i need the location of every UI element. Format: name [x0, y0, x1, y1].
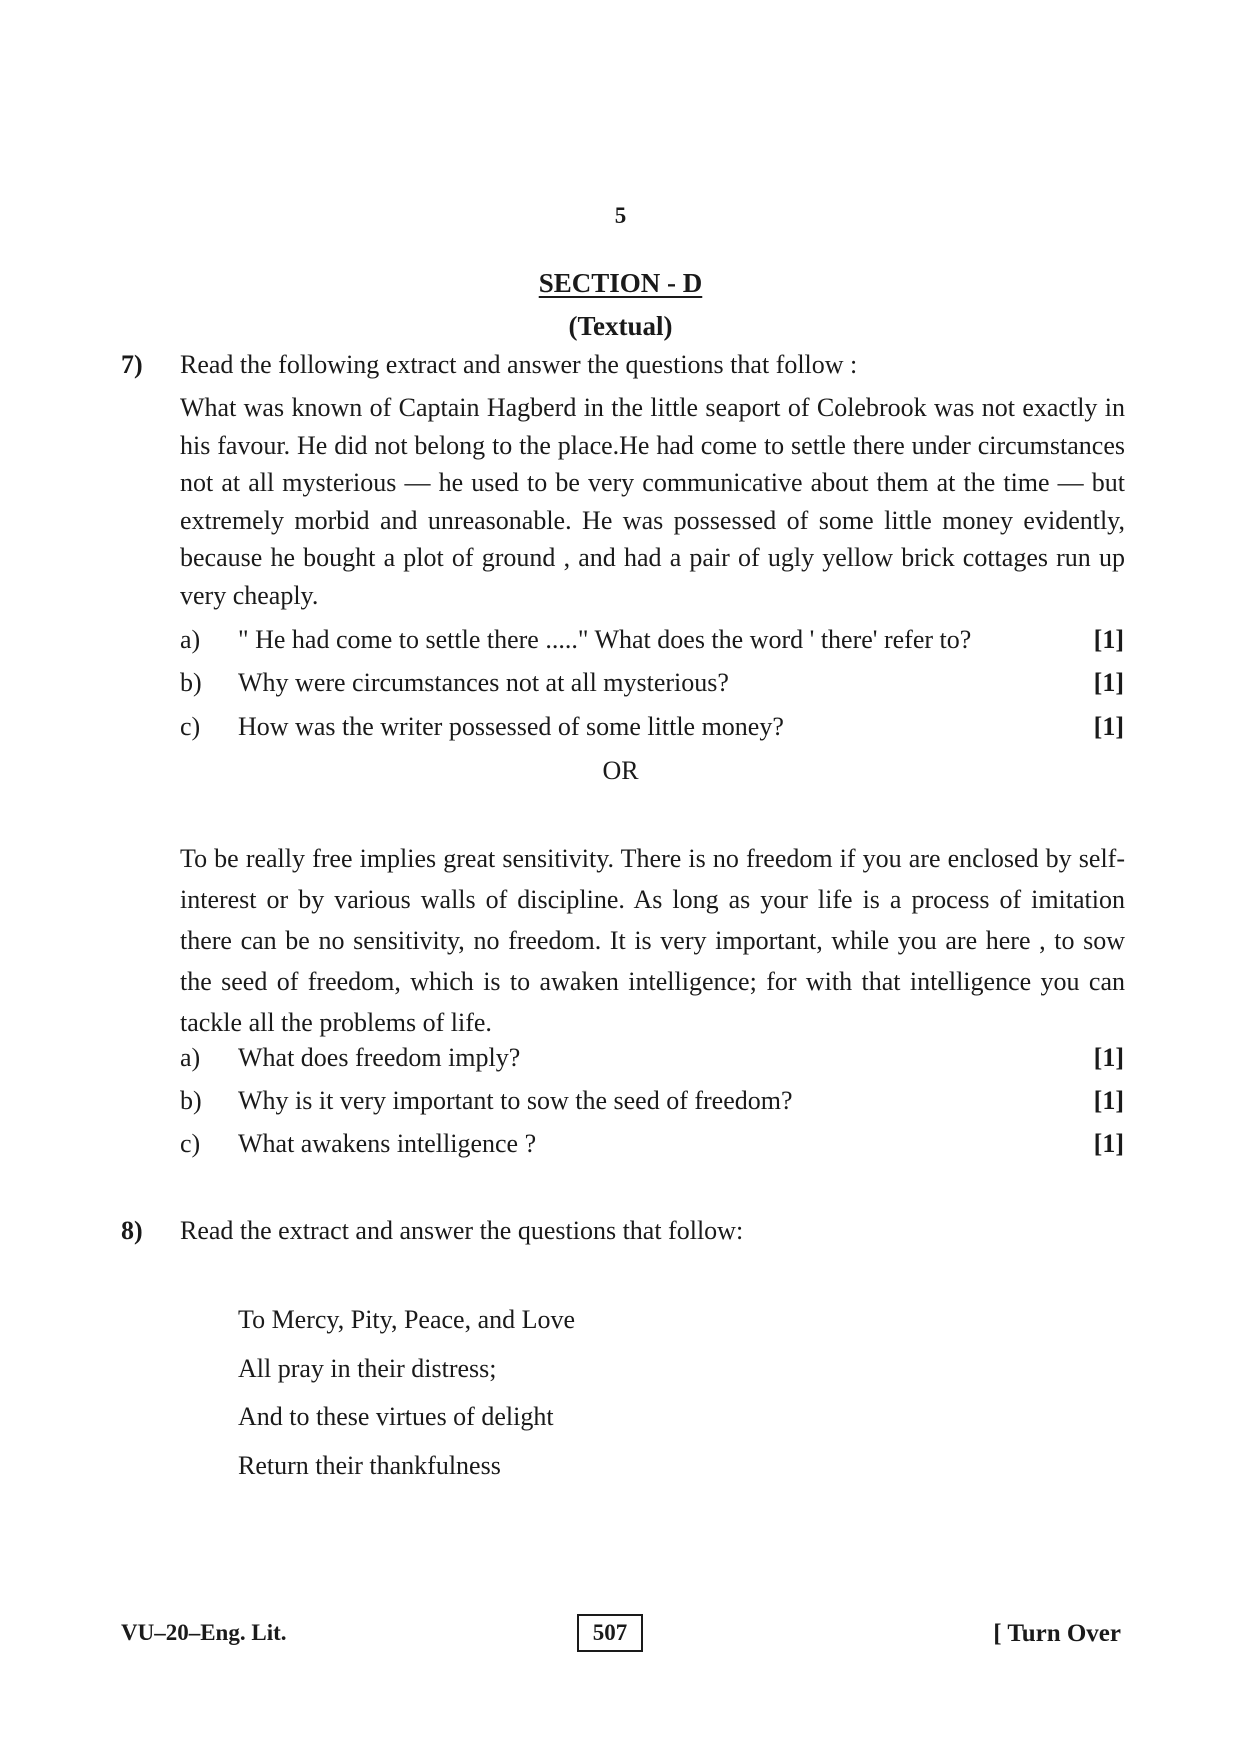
q7-alt-a-text: What does freedom imply? [238, 1043, 521, 1072]
poem-line: All pray in their distress; [238, 1353, 497, 1383]
poem-line: To Mercy, Pity, Peace, and Love [238, 1305, 576, 1334]
extract-2 [180, 838, 1125, 1043]
q7-a-marks: [1] [1093, 625, 1124, 654]
q7-alt-c-marks: [1] [1093, 1129, 1124, 1158]
poem-extract [238, 1296, 575, 1490]
question-7-instruction: Read the following extract and answer the questions that follow : [180, 350, 858, 379]
q7-b-text: Why were circumstances not at all mysterious? [238, 668, 729, 697]
q7-alt-b-marks: [1] [1093, 1086, 1124, 1115]
q7-c-marks: [1] [1093, 712, 1124, 741]
extract-2-text: To be really free implies great sensitivity. There is no freedom if you are enclosed by self- interest or by various walls of discipline. As long as your life is a process of imitation there can be no sensitivity, no freedom. It is very important, while you are here , to sow the seed of freedom, which is to awaken intelligence; for with that intelligence you can tackle all the problems of life. [180, 844, 1125, 1037]
section-subtitle: (Textual) [568, 311, 673, 341]
section-title-text: SECTION - D [538, 268, 703, 298]
q7-alt-c-text: What awakens intelligence ? [238, 1129, 537, 1158]
q7-alt-b-letter: b) [180, 1086, 202, 1115]
extract-1 [180, 389, 1125, 615]
q7-alt-c-letter: c) [180, 1129, 201, 1158]
section-title [0, 268, 1241, 299]
page-number: 5 [614, 203, 627, 228]
q7-alt-a-letter: a) [180, 1043, 201, 1072]
page-code-box: 507 [577, 1614, 643, 1652]
q7-b-marks: [1] [1093, 668, 1124, 697]
question-8-number: 8) [121, 1216, 143, 1245]
q7-c-letter: c) [180, 712, 201, 741]
q7-alt-b-text: Why is it very important to sow the seed of freedom? [238, 1086, 793, 1115]
turn-over-label: [ Turn Over [993, 1620, 1121, 1647]
question-7-number: 7) [121, 350, 143, 379]
or-divider: OR [602, 756, 639, 785]
q7-c-text: How was the writer possessed of some little money? [238, 712, 784, 741]
poem-line: And to these virtues of delight [238, 1402, 554, 1431]
q7-b-letter: b) [180, 668, 202, 697]
q7-a-letter: a) [180, 625, 201, 654]
q7-alt-a-marks: [1] [1093, 1043, 1124, 1072]
paper-code: VU–20–Eng. Lit. [121, 1620, 287, 1645]
q7-a-text: " He had come to settle there ....." What does the word ' there' refer to? [238, 625, 972, 654]
question-8-instruction: Read the extract and answer the questions that follow: [180, 1216, 744, 1245]
poem-line: Return their thankfulness [238, 1450, 501, 1480]
extract-1-text: What was known of Captain Hagberd in the little seaport of Colebrook was not exactly in his favour. He did not belong to the place.He had come to settle there under circumstances not at all mysterious — he used to be very communicative about them at the time — but extremely morbid and unreasonable. He was possessed of some little money evidently, because he bought a plot of ground , and had a pair of ugly yellow brick cottages run up very cheaply. [180, 393, 1125, 610]
